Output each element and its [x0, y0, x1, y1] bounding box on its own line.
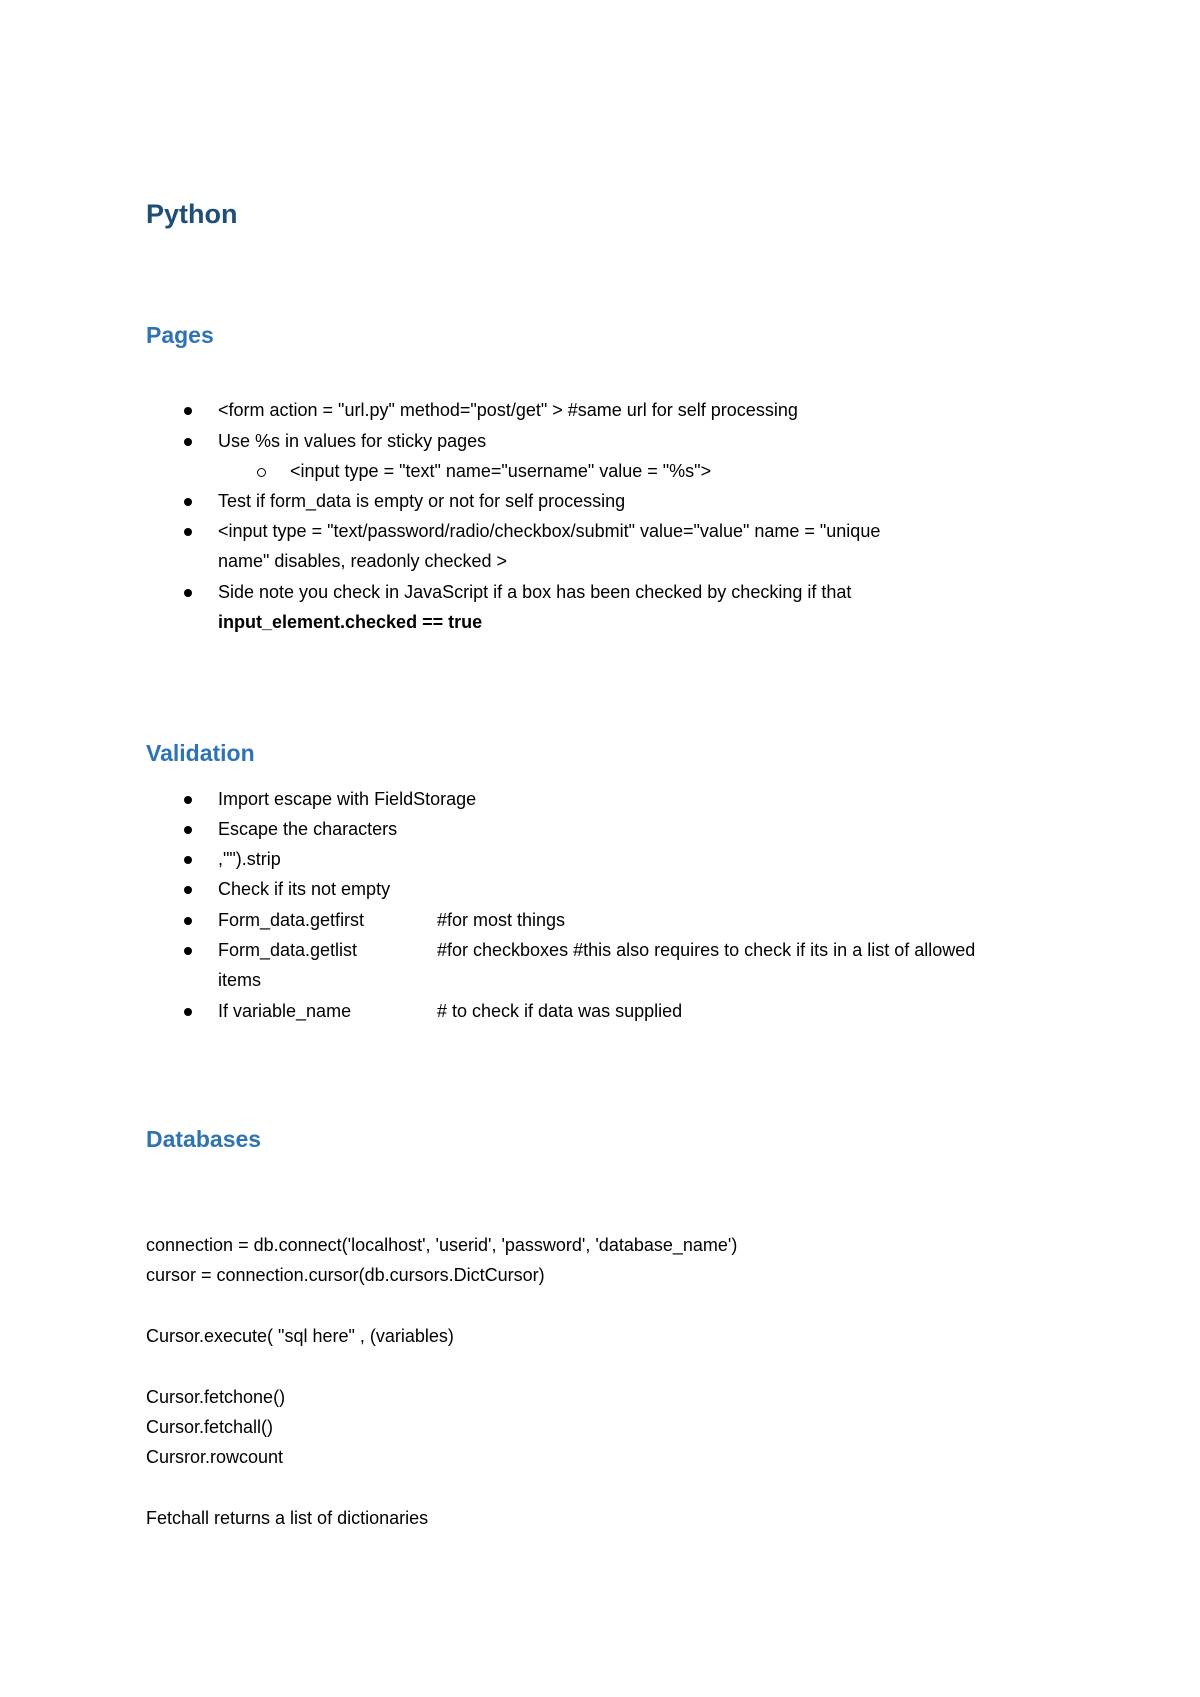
- bullet-icon: [184, 856, 192, 864]
- section-heading-pages: Pages: [146, 322, 214, 348]
- list-item-continuation: name" disables, readonly checked >: [218, 551, 508, 571]
- list-item-comment: #for checkboxes #this also requires to check if its in a list of allowed: [437, 940, 976, 960]
- bullet-icon: [184, 438, 192, 446]
- list-item-comment: #for most things: [437, 910, 566, 930]
- code-line: Cursror.rowcount: [146, 1447, 284, 1467]
- bullet-icon: [184, 589, 192, 597]
- list-item: Check if its not empty: [218, 879, 391, 899]
- bullet-icon: [184, 796, 192, 804]
- list-item-comment: # to check if data was supplied: [437, 1001, 683, 1021]
- list-item: ,"").strip: [218, 849, 281, 869]
- bullet-icon: [184, 826, 192, 834]
- code-line: Cursor.fetchone(): [146, 1387, 286, 1407]
- list-item: Side note you check in JavaScript if a box has been checked by checking if that: [218, 582, 852, 602]
- sub-list-item: <input type = "text" name="username" value = "%s">: [290, 461, 712, 481]
- note-line: Fetchall returns a list of dictionaries: [146, 1508, 429, 1528]
- list-item: Escape the characters: [218, 819, 398, 839]
- bullet-icon: [184, 498, 192, 506]
- bullet-icon: [184, 407, 192, 415]
- list-item: <form action = "url.py" method="post/get" > #same url for self processing: [218, 400, 798, 420]
- code-line: cursor = connection.cursor(db.cursors.DictCursor): [146, 1265, 545, 1285]
- circle-bullet-icon: [257, 468, 266, 477]
- list-item-code: If variable_name: [218, 1001, 352, 1021]
- list-item-code: Form_data.getlist: [218, 940, 358, 960]
- code-line: Cursor.execute( "sql here" , (variables): [146, 1326, 454, 1346]
- list-item: Import escape with FieldStorage: [218, 789, 477, 809]
- bullet-icon: [184, 886, 192, 894]
- bullet-icon: [184, 528, 192, 536]
- code-line: connection = db.connect('localhost', 'userid', 'password', 'database_name'): [146, 1235, 738, 1255]
- bullet-icon: [184, 947, 192, 955]
- list-item: Test if form_data is empty or not for self processing: [218, 491, 626, 511]
- list-item-continuation: items: [218, 970, 262, 990]
- page-title: Python: [146, 199, 238, 229]
- list-item: Use %s in values for sticky pages: [218, 431, 487, 451]
- bullet-icon: [184, 917, 192, 925]
- code-line: Cursor.fetchall(): [146, 1417, 274, 1437]
- list-item: <input type = "text/password/radio/checkbox/submit" value="value" name = "unique: [218, 521, 881, 541]
- list-item-code: Form_data.getfirst: [218, 910, 365, 930]
- bullet-icon: [184, 1008, 192, 1016]
- list-item-bold-code: input_element.checked == true: [218, 612, 483, 632]
- section-heading-databases: Databases: [146, 1126, 262, 1152]
- section-heading-validation: Validation: [146, 740, 255, 766]
